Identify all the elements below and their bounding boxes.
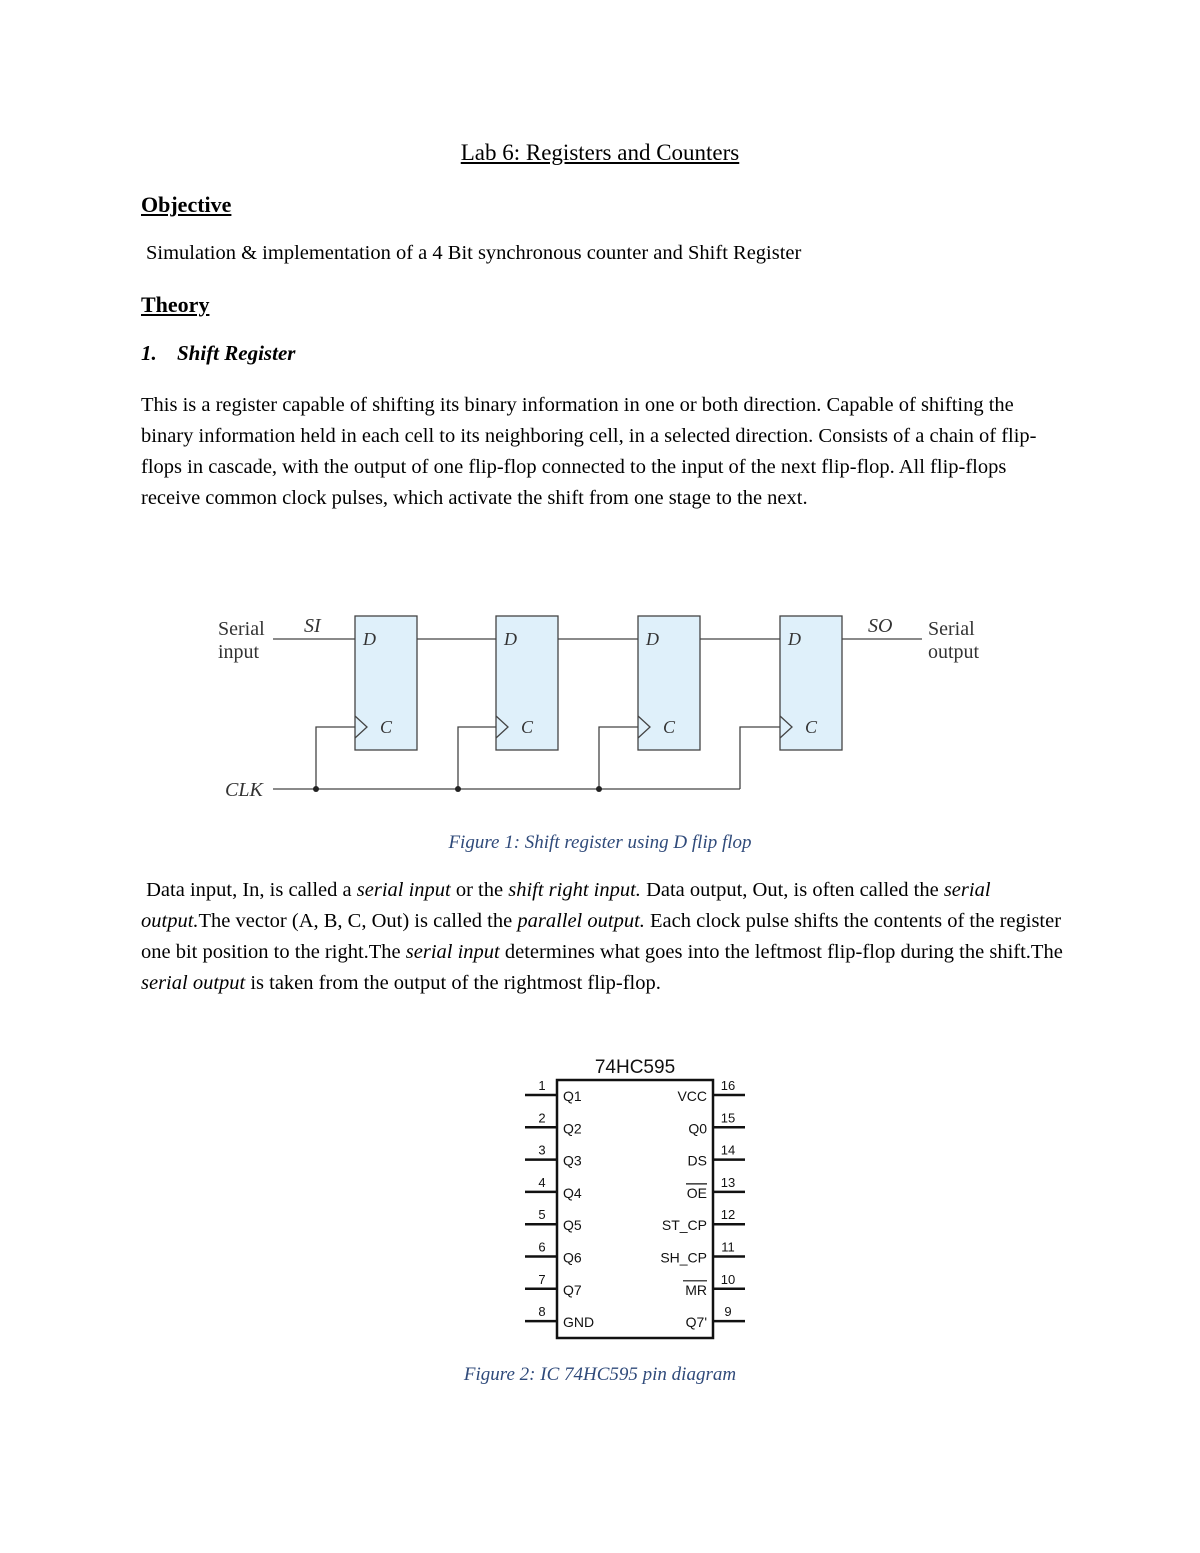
clk-branch-2	[458, 727, 496, 789]
theory-heading: Theory	[141, 292, 210, 317]
chip-pin-number: 3	[538, 1142, 546, 1158]
chip-pin-label: Q5	[563, 1217, 582, 1234]
chip-pin-number: 6	[538, 1239, 546, 1255]
c-label-1: C	[380, 717, 393, 737]
chip-pin-label: DS	[687, 1152, 707, 1169]
chip-pin-label: Q7'	[685, 1314, 707, 1331]
figure-1-caption: Figure 1: Shift register using D flip flop	[448, 832, 752, 853]
chip-pin-number: 16	[720, 1078, 736, 1093]
shift-register-diagram	[200, 600, 1020, 815]
chip-pin-label: Q4	[563, 1184, 582, 1201]
chip-pin-label: Q1	[563, 1088, 582, 1104]
chip-pin-number: 13	[720, 1174, 736, 1190]
chip-pin-label: OE	[686, 1184, 707, 1201]
d-label-3: D	[646, 629, 659, 649]
clk-branch-4	[740, 727, 780, 789]
chip-pin-number: 9	[724, 1304, 732, 1320]
section-title: Shift Register	[177, 341, 296, 365]
chip-body	[557, 1080, 713, 1338]
chip-pin-number: 12	[720, 1207, 736, 1223]
d-label-4: D	[788, 629, 801, 649]
chip-pin-label: Q2	[563, 1120, 582, 1137]
chip-pin-number: 5	[538, 1207, 546, 1223]
chip-pin-number: 4	[538, 1174, 546, 1190]
c-label-4: C	[805, 717, 818, 737]
figure-2-caption: Figure 2: IC 74HC595 pin diagram	[463, 1364, 737, 1385]
si-label: SI	[304, 615, 321, 637]
chip-pin-number: 8	[538, 1304, 546, 1320]
chip-pin-number: 14	[720, 1142, 736, 1158]
serial-input-label-2: input	[218, 641, 260, 663]
serial-output-label-2: output	[928, 641, 980, 663]
clk-junction-2	[455, 786, 461, 792]
clk-junction-1	[313, 786, 319, 792]
page-title: Lab 6: Registers and Counters	[460, 140, 740, 165]
d-label-2: D	[504, 629, 517, 649]
chip-pin-number: 11	[721, 1239, 735, 1255]
chip-pin-label: SH_CP	[660, 1249, 707, 1266]
chip-pin-label: Q6	[563, 1249, 582, 1266]
clk-junction-3	[596, 786, 602, 792]
chip-pin-label: Q0	[688, 1120, 707, 1137]
chip-pin-label: GND	[563, 1314, 595, 1331]
chip-pin-number: 1	[538, 1078, 546, 1093]
c-label-2: C	[521, 717, 534, 737]
ic-74hc595-pin-diagram	[515, 1048, 755, 1348]
chip-pin-label: VCC	[677, 1088, 707, 1104]
serial-output-label-1: Serial	[928, 618, 975, 640]
c-label-3: C	[663, 717, 676, 737]
d-label-1: D	[363, 629, 376, 649]
chip-name: 74HC595	[594, 1057, 676, 1078]
clk-branch-3	[599, 727, 638, 789]
so-label: SO	[868, 615, 893, 637]
clk-label: CLK	[225, 779, 263, 801]
chip-pin-number: 10	[720, 1271, 736, 1287]
chip-pin-label: Q3	[563, 1152, 582, 1169]
chip-pin-label: MR	[685, 1281, 707, 1298]
shift-register-paragraph: This is a register capable of shifting its binary information in one or both direction. Capable of shifting the binary information held in each cell to its neighboring cell, in a selected direction. Consists of a chain of flip-flops in cascade, with the output of one flip-flop connected to the input of the next flip-flop. All flip-flops receive common clock pulses, which activate the shift from one stage to the next.	[141, 394, 1037, 509]
section-shift-register-heading	[141, 341, 295, 366]
serial-input-label-1: Serial	[218, 618, 265, 640]
data-paragraph: Data input, In, is called a serial input or the shift right input. Data output, Out, is often called the serial output.The vector (A, B, C, Out) is called the parallel output. Each clock pulse shifts the contents of the register one bit position to the right.The serial input determines what goes into the leftmost flip-flop during the shift.The serial output is taken from the output of the rightmost flip-flop.	[141, 879, 1063, 994]
chip-pin-number: 2	[538, 1110, 546, 1126]
objective-heading: Objective	[141, 192, 232, 217]
chip-pin-label: ST_CP	[661, 1217, 707, 1234]
section-number: 1.	[141, 341, 157, 365]
chip-pin-number: 15	[720, 1110, 736, 1126]
objective-text: Simulation & implementation of a 4 Bit synchronous counter and Shift Register	[146, 242, 802, 264]
chip-pin-label: Q7	[563, 1281, 582, 1298]
clk-branch-1	[316, 727, 355, 789]
chip-pin-number: 7	[538, 1271, 546, 1287]
